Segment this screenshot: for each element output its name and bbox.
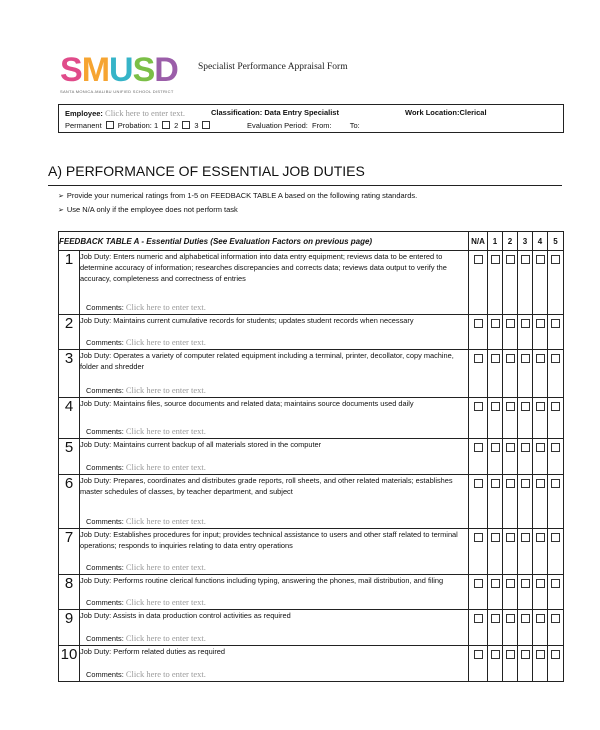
duty-row [59, 398, 564, 439]
rating-cell-3 [518, 610, 533, 646]
table-header-row [59, 232, 564, 251]
duty-text: Job Duty: Maintains files, source documents and related data; maintains source documents used daily [80, 399, 414, 408]
rating-checkbox-2[interactable] [506, 255, 515, 264]
rating-checkbox-na[interactable] [474, 255, 483, 264]
rating-cell-1 [488, 475, 503, 529]
rating-cell-na [469, 350, 488, 398]
rating-cell-3 [518, 398, 533, 439]
rating-cell-2 [503, 315, 518, 350]
rating-col-5: 5 [548, 232, 564, 251]
rating-cell-2 [503, 610, 518, 646]
rating-checkbox-4[interactable] [536, 533, 545, 542]
duty-description-cell [80, 350, 469, 398]
rating-cell-na [469, 646, 488, 682]
duty-description-cell [80, 251, 469, 315]
comments-input[interactable]: Click here to enter text. [125, 597, 206, 607]
rating-checkbox-5[interactable] [551, 479, 560, 488]
duty-row [59, 475, 564, 529]
rating-cell-2 [503, 439, 518, 475]
duty-text: Job Duty: Maintains current backup of all materials stored in the computer [80, 440, 322, 449]
rating-cell-4 [533, 610, 548, 646]
rating-checkbox-2[interactable] [506, 579, 515, 588]
rating-checkbox-na[interactable] [474, 479, 483, 488]
rating-col-1: 1 [488, 232, 503, 251]
comments-input[interactable]: Click here to enter text. [125, 562, 206, 572]
rating-cell-5 [548, 575, 564, 610]
rating-cell-1 [488, 350, 503, 398]
rating-col-2: 2 [503, 232, 518, 251]
probation-3-checkbox[interactable] [202, 121, 210, 129]
duty-number: 5 [59, 439, 80, 475]
comments-label: Comments: [86, 517, 124, 526]
rating-cell-4 [533, 529, 548, 575]
comments-line [86, 562, 206, 573]
rating-cell-na [469, 439, 488, 475]
rating-checkbox-1[interactable] [491, 650, 500, 659]
rating-checkbox-na[interactable] [474, 533, 483, 542]
duty-description-cell [80, 398, 469, 439]
to-label: To: [349, 121, 360, 130]
rating-cell-1 [488, 439, 503, 475]
rating-cell-na [469, 529, 488, 575]
comments-input[interactable]: Click here to enter text. [125, 462, 206, 472]
arrow-bullet-icon: ➢ [58, 207, 64, 214]
duty-number: 7 [59, 529, 80, 575]
rating-cell-1 [488, 610, 503, 646]
comments-input[interactable]: Click here to enter text. [125, 669, 206, 679]
comments-line [86, 385, 206, 396]
from-label: From: [312, 121, 332, 130]
rating-cell-4 [533, 439, 548, 475]
comments-input[interactable]: Click here to enter text. [125, 516, 206, 526]
rating-checkbox-3[interactable] [521, 479, 530, 488]
rating-cell-na [469, 610, 488, 646]
comments-line [86, 516, 206, 527]
rating-checkbox-3[interactable] [521, 614, 530, 623]
rating-checkbox-na[interactable] [474, 614, 483, 623]
rating-cell-5 [548, 529, 564, 575]
duty-number: 4 [59, 398, 80, 439]
duty-description-cell [80, 610, 469, 646]
classification-value: Data Entry Specialist [264, 108, 339, 117]
employee-info-box [58, 104, 564, 133]
duty-description-cell [80, 475, 469, 529]
rating-cell-2 [503, 575, 518, 610]
duty-description-cell [80, 439, 469, 475]
rating-checkbox-1[interactable] [491, 255, 500, 264]
rating-checkbox-na[interactable] [474, 579, 483, 588]
rating-checkbox-1[interactable] [491, 354, 500, 363]
rating-cell-1 [488, 398, 503, 439]
rating-cell-4 [533, 350, 548, 398]
rating-cell-4 [533, 475, 548, 529]
rating-col-4: 4 [533, 232, 548, 251]
comments-label: Comments: [86, 598, 124, 607]
rating-cell-3 [518, 350, 533, 398]
district-logo [60, 53, 178, 93]
rating-cell-3 [518, 475, 533, 529]
rating-cell-1 [488, 575, 503, 610]
comments-line [86, 462, 206, 473]
duty-row [59, 439, 564, 475]
rating-checkbox-na[interactable] [474, 443, 483, 452]
comments-label: Comments: [86, 670, 124, 679]
rating-checkbox-3[interactable] [521, 354, 530, 363]
duty-row [59, 529, 564, 575]
probation-2-checkbox[interactable] [182, 121, 190, 129]
duty-row [59, 251, 564, 315]
rating-checkbox-4[interactable] [536, 402, 545, 411]
comments-line [86, 669, 206, 680]
duty-row [59, 350, 564, 398]
rating-checkbox-4[interactable] [536, 614, 545, 623]
rating-cell-1 [488, 251, 503, 315]
rating-cell-na [469, 398, 488, 439]
comments-input[interactable]: Click here to enter text. [125, 633, 206, 643]
rating-checkbox-3[interactable] [521, 533, 530, 542]
permanent-label: Permanent [65, 121, 102, 130]
rating-checkbox-2[interactable] [506, 443, 515, 452]
duty-row [59, 646, 564, 682]
duty-number: 10 [59, 646, 80, 682]
rating-checkbox-4[interactable] [536, 479, 545, 488]
rating-checkbox-3[interactable] [521, 579, 530, 588]
rating-checkbox-2[interactable] [506, 319, 515, 328]
rating-checkbox-2[interactable] [506, 479, 515, 488]
rating-cell-5 [548, 646, 564, 682]
rating-checkbox-5[interactable] [551, 533, 560, 542]
rating-cell-5 [548, 350, 564, 398]
comments-line [86, 597, 206, 608]
probation-1-checkbox[interactable] [162, 121, 170, 129]
rating-cell-na [469, 575, 488, 610]
rating-cell-3 [518, 315, 533, 350]
duty-text: Job Duty: Enters numeric and alphabetical information into data entry equipment; reviews data to be entered to determine accuracy of information; researches discrepancies and corrects data; reviews data output to verify the accuracy, completeness and correctness of entries [80, 252, 447, 283]
rating-checkbox-3[interactable] [521, 402, 530, 411]
rating-cell-3 [518, 529, 533, 575]
permanent-checkbox[interactable] [106, 121, 114, 129]
duty-row [59, 315, 564, 350]
comments-label: Comments: [86, 427, 124, 436]
duty-text: Job Duty: Operates a variety of computer related equipment including a terminal, printer, decollator, copy machine, folder and shredder [80, 351, 454, 371]
rating-checkbox-5[interactable] [551, 354, 560, 363]
rating-cell-4 [533, 398, 548, 439]
probation-label: Probation: 1 [117, 121, 159, 130]
rating-checkbox-5[interactable] [551, 650, 560, 659]
rating-cell-1 [488, 315, 503, 350]
comments-line [86, 302, 206, 313]
form-title: Specialist Performance Appraisal Form [198, 62, 348, 72]
rating-cell-2 [503, 251, 518, 315]
rating-checkbox-1[interactable] [491, 319, 500, 328]
rating-cell-na [469, 251, 488, 315]
work-location-value: Clerical [459, 108, 487, 117]
evaluation-period-label: Evaluation Period: [247, 121, 308, 130]
rating-cell-5 [548, 398, 564, 439]
rating-cell-4 [533, 251, 548, 315]
comments-label: Comments: [86, 563, 124, 572]
duty-text: Job Duty: Establishes procedures for input; provides technical assistance to users and other staff related to terminal operations; responds to inquiries relating to data entry operations [80, 530, 458, 550]
comments-input[interactable]: Click here to enter text. [125, 302, 206, 312]
rating-checkbox-2[interactable] [506, 402, 515, 411]
rating-checkbox-1[interactable] [491, 479, 500, 488]
rating-checkbox-5[interactable] [551, 579, 560, 588]
comments-label: Comments: [86, 338, 124, 347]
rating-checkbox-2[interactable] [506, 354, 515, 363]
rating-checkbox-2[interactable] [506, 533, 515, 542]
duty-number: 6 [59, 475, 80, 529]
duty-number: 9 [59, 610, 80, 646]
duty-text: Job Duty: Assists in data production control activities as required [80, 611, 291, 620]
rating-cell-5 [548, 475, 564, 529]
rating-checkbox-3[interactable] [521, 443, 530, 452]
comments-input[interactable]: Click here to enter text. [125, 426, 206, 436]
rating-checkbox-2[interactable] [506, 614, 515, 623]
rating-checkbox-na[interactable] [474, 402, 483, 411]
comments-line [86, 337, 206, 348]
comments-label: Comments: [86, 386, 124, 395]
probation-2-label: 2 [174, 121, 179, 130]
duty-row [59, 575, 564, 610]
instruction-2: ➢ Use N/A only if the employee does not perform task [58, 205, 238, 214]
rating-checkbox-1[interactable] [491, 443, 500, 452]
rating-cell-2 [503, 529, 518, 575]
duty-description-cell [80, 315, 469, 350]
comments-label: Comments: [86, 463, 124, 472]
duty-number: 3 [59, 350, 80, 398]
rating-cell-1 [488, 646, 503, 682]
rating-cell-na [469, 315, 488, 350]
duty-number: 1 [59, 251, 80, 315]
logo-subtitle: SANTA MONICA-MALIBU UNIFIED SCHOOL DISTRICT [60, 89, 174, 94]
rating-checkbox-1[interactable] [491, 402, 500, 411]
employee-label: Employee: [65, 109, 103, 118]
comments-label: Comments: [86, 303, 124, 312]
rating-cell-5 [548, 251, 564, 315]
rating-cell-3 [518, 575, 533, 610]
rating-checkbox-1[interactable] [491, 579, 500, 588]
logo-wordmark: SMUSD [60, 51, 178, 89]
table-title: FEEDBACK TABLE A - Essential Duties (See Evaluation Factors on previous page) [59, 232, 469, 251]
section-heading: A) PERFORMANCE OF ESSENTIAL JOB DUTIES [48, 163, 365, 179]
rating-cell-1 [488, 529, 503, 575]
rating-checkbox-5[interactable] [551, 402, 560, 411]
duty-number: 8 [59, 575, 80, 610]
rating-checkbox-5[interactable] [551, 255, 560, 264]
rating-col-3: 3 [518, 232, 533, 251]
rating-checkbox-4[interactable] [536, 354, 545, 363]
duty-row [59, 610, 564, 646]
rating-checkbox-1[interactable] [491, 614, 500, 623]
rating-cell-4 [533, 575, 548, 610]
comments-line [86, 633, 206, 644]
feedback-table-a [58, 231, 564, 682]
rating-cell-2 [503, 475, 518, 529]
section-divider [48, 185, 562, 186]
duty-text: Job Duty: Prepares, coordinates and distributes grade reports, roll sheets, and other related materials; establishes master schedules of classes, by teacher department, and subject [80, 476, 453, 496]
probation-3-label: 3 [194, 121, 199, 130]
arrow-bullet-icon: ➢ [58, 193, 64, 200]
duty-text: Job Duty: Perform related duties as required [80, 647, 226, 656]
rating-checkbox-4[interactable] [536, 443, 545, 452]
rating-cell-5 [548, 315, 564, 350]
comments-input[interactable]: Click here to enter text. [125, 385, 206, 395]
rating-checkbox-4[interactable] [536, 579, 545, 588]
rating-cell-4 [533, 315, 548, 350]
rating-cell-4 [533, 646, 548, 682]
rating-cell-3 [518, 646, 533, 682]
rating-cell-na [469, 475, 488, 529]
rating-checkbox-na[interactable] [474, 650, 483, 659]
rating-checkbox-4[interactable] [536, 319, 545, 328]
duty-description-cell [80, 646, 469, 682]
work-location-label: Work Location: [405, 108, 460, 117]
rating-cell-5 [548, 439, 564, 475]
rating-checkbox-4[interactable] [536, 650, 545, 659]
rating-checkbox-na[interactable] [474, 354, 483, 363]
duty-number: 2 [59, 315, 80, 350]
duty-text: Job Duty: Performs routine clerical functions including typing, answering the phones, mail distribution, and filing [80, 576, 444, 585]
rating-checkbox-5[interactable] [551, 443, 560, 452]
rating-checkbox-1[interactable] [491, 533, 500, 542]
rating-cell-3 [518, 251, 533, 315]
rating-cell-3 [518, 439, 533, 475]
rating-checkbox-na[interactable] [474, 319, 483, 328]
rating-checkbox-3[interactable] [521, 319, 530, 328]
rating-checkbox-4[interactable] [536, 255, 545, 264]
rating-checkbox-3[interactable] [521, 650, 530, 659]
comments-line [86, 426, 206, 437]
rating-cell-2 [503, 350, 518, 398]
duty-description-cell [80, 575, 469, 610]
rating-checkbox-3[interactable] [521, 255, 530, 264]
duty-description-cell [80, 529, 469, 575]
duty-text: Job Duty: Maintains current cumulative records for students; updates student records when necessary [80, 316, 414, 325]
rating-cell-2 [503, 398, 518, 439]
employee-input[interactable]: Click here to enter text. [105, 108, 186, 118]
rating-checkbox-2[interactable] [506, 650, 515, 659]
rating-checkbox-5[interactable] [551, 614, 560, 623]
rating-cell-5 [548, 610, 564, 646]
instruction-1: ➢ Provide your numerical ratings from 1-5 on FEEDBACK TABLE A based on the following rating standards. [58, 191, 418, 200]
rating-col-na: N/A [469, 232, 488, 251]
rating-cell-2 [503, 646, 518, 682]
comments-label: Comments: [86, 634, 124, 643]
rating-checkbox-5[interactable] [551, 319, 560, 328]
classification-label: Classification: [211, 108, 263, 117]
comments-input[interactable]: Click here to enter text. [125, 337, 206, 347]
